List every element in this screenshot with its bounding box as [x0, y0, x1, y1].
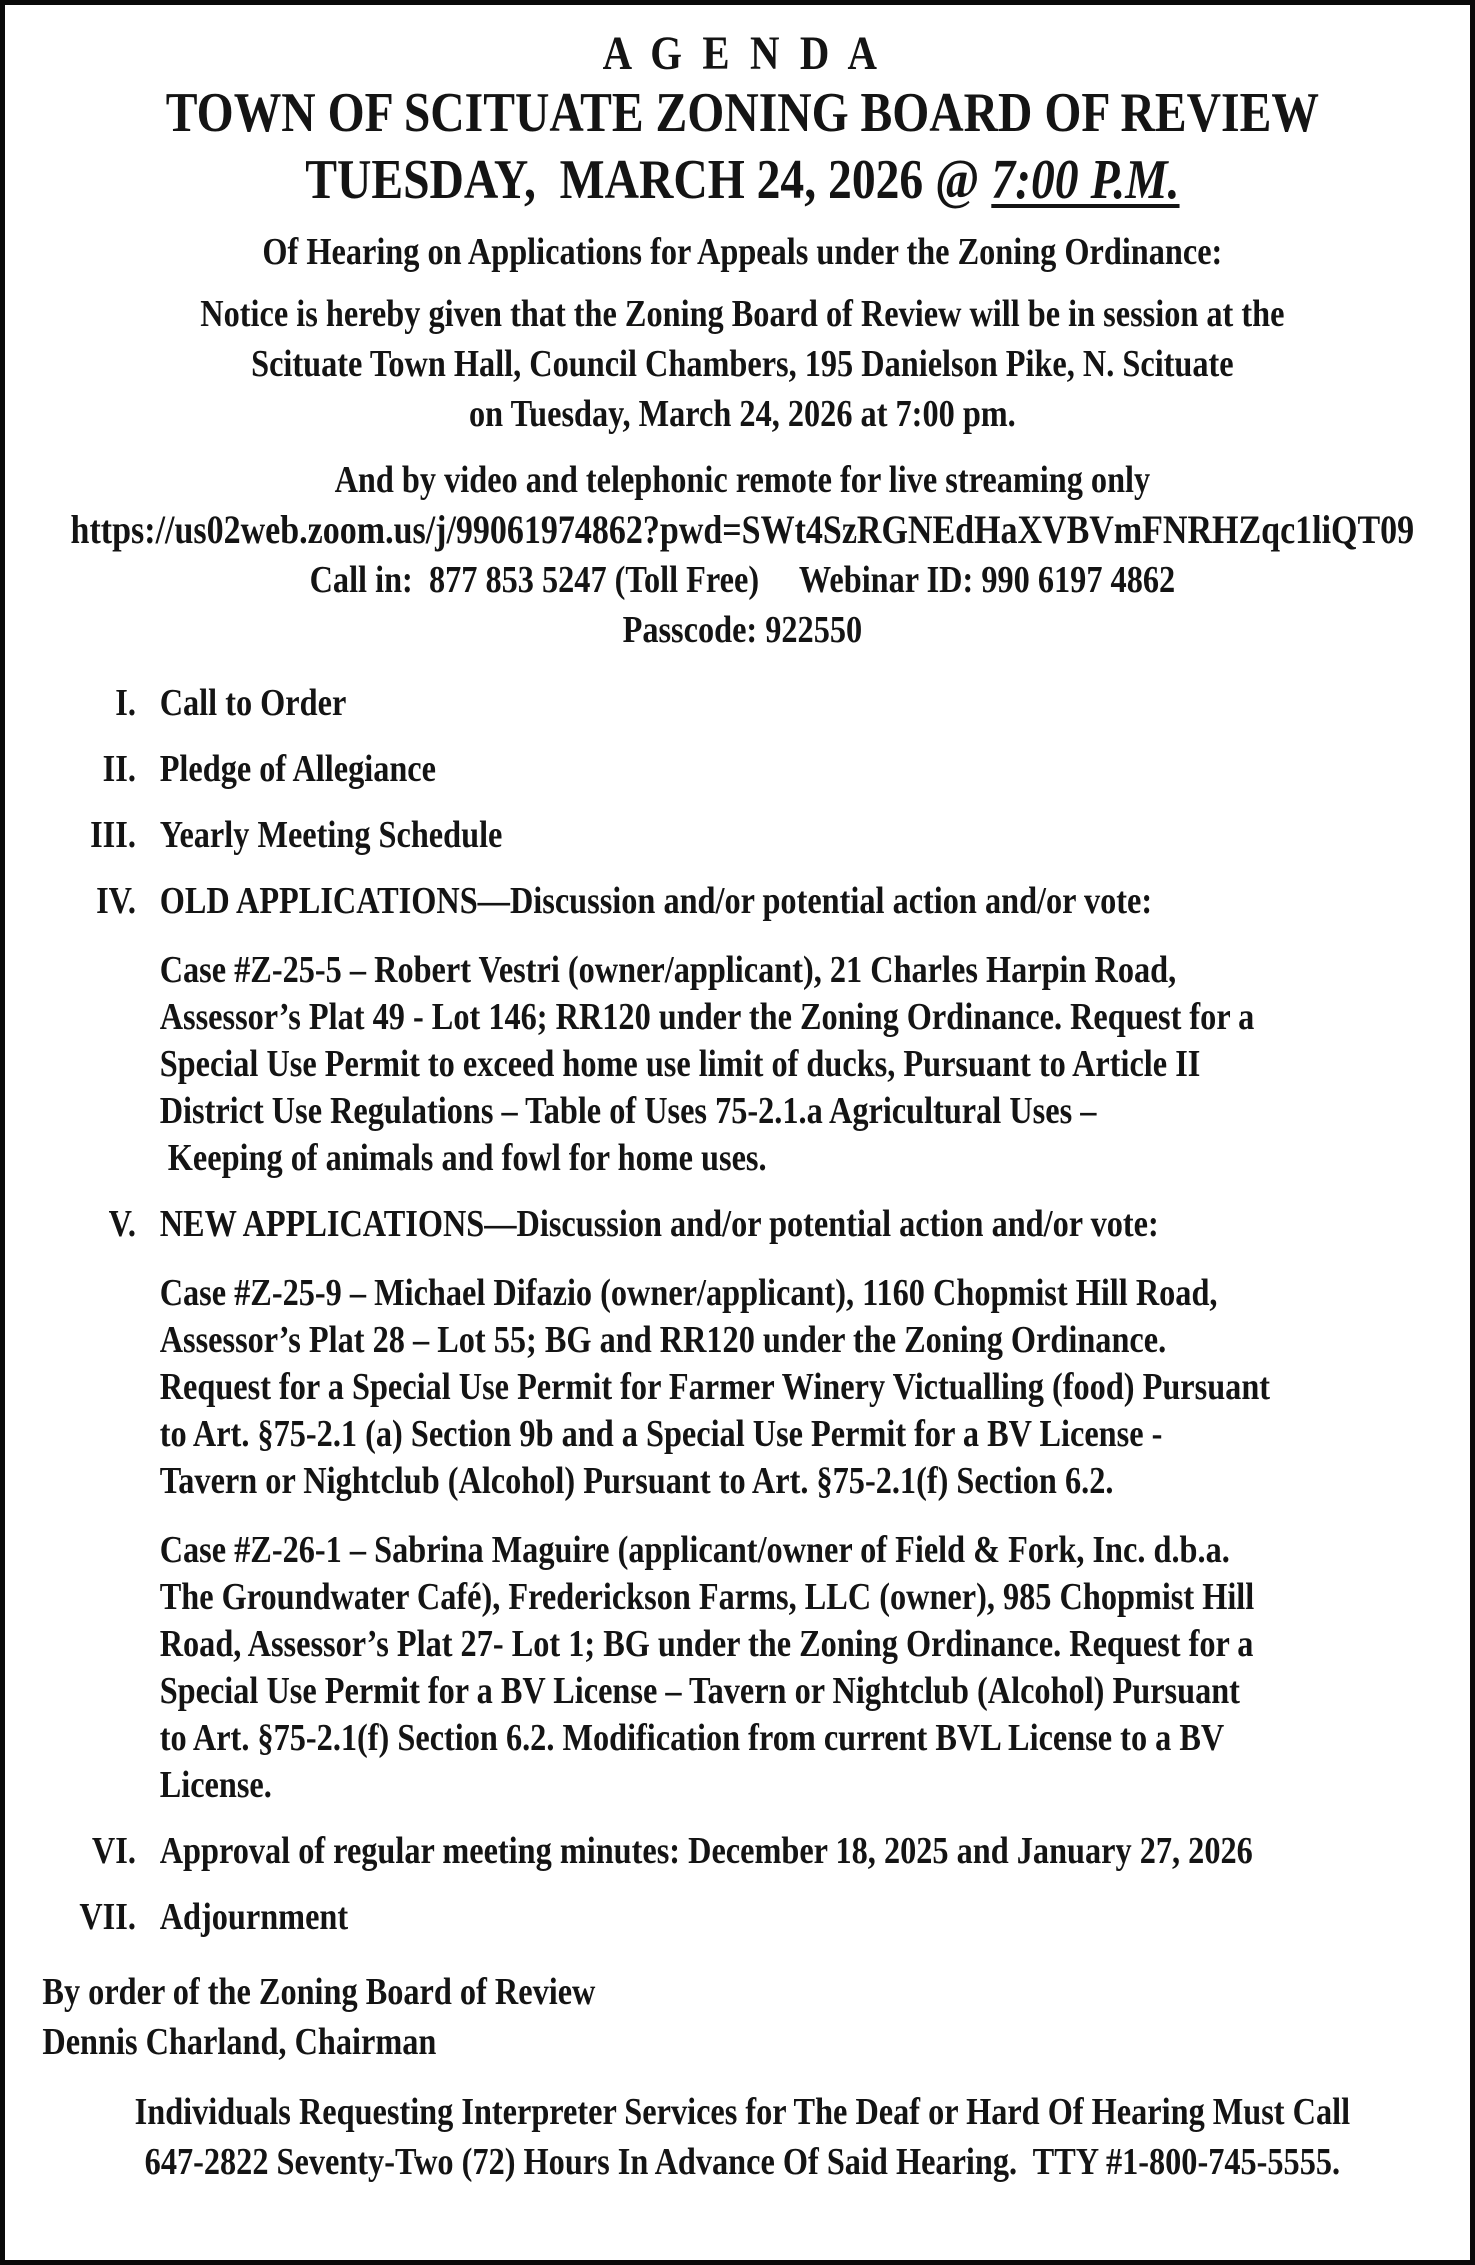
- case-line: License.: [159, 1764, 272, 1806]
- item-numeral: IV.: [96, 880, 136, 922]
- notice-line: on Tuesday, March 24, 2026 at 7:00 pm.: [468, 393, 1016, 435]
- case-line: Case #Z-25-9 – Michael Difazio (owner/applicant), 1160 Chopmist Hill Road,: [159, 1272, 1218, 1314]
- footer-line: 647-2822 Seventy-Two (72) Hours In Advance Of Said Hearing. TTY #1-800-745-5555.: [144, 2141, 1341, 2183]
- agenda-item-pledge: [42, 745, 1442, 793]
- item-numeral: VII.: [79, 1896, 136, 1938]
- passcode: Passcode: 922550: [622, 609, 863, 651]
- agenda-item-list: [42, 679, 1442, 1941]
- item-numeral: III.: [90, 814, 136, 856]
- item-numeral: II.: [102, 748, 136, 790]
- call-in-and-webinar-id: Call in: 877 853 5247 (Toll Free) Webinar ID: 990 6197 4862: [309, 559, 1176, 601]
- case-z-25-5: [160, 947, 1443, 1182]
- item-text: Pledge of Allegiance: [159, 748, 436, 790]
- remote-access-info: [42, 455, 1442, 655]
- org-title: TOWN OF SCITUATE ZONING BOARD OF REVIEW: [165, 82, 1319, 144]
- meeting-datetime: [42, 145, 1442, 215]
- item-text: OLD APPLICATIONS—Discussion and/or potential action and/or vote:: [159, 880, 1153, 922]
- by-order-line: By order of the Zoning Board of Review: [42, 1971, 596, 2013]
- case-line: Road, Assessor’s Plat 27- Lot 1; BG under the Zoning Ordinance. Request for a: [159, 1623, 1254, 1665]
- case-line: Keeping of animals and fowl for home uses.: [159, 1137, 767, 1179]
- item-text: Adjournment: [159, 1896, 349, 1938]
- case-line: Case #Z-25-5 – Robert Vestri (owner/applicant), 21 Charles Harpin Road,: [159, 949, 1177, 991]
- case-line: to Art. §75-2.1 (a) Section 9b and a Special Use Permit for a BV License -: [159, 1413, 1163, 1455]
- case-line: The Groundwater Café), Frederickson Farms, LLC (owner), 985 Chopmist Hill: [159, 1576, 1255, 1618]
- notice-line: Notice is hereby given that the Zoning Board of Review will be in session at the: [200, 293, 1285, 335]
- footer-line: Individuals Requesting Interpreter Services for The Deaf or Hard Of Hearing Must Call: [134, 2091, 1351, 2133]
- meeting-date: TUESDAY, MARCH 24, 2026 @: [305, 149, 992, 211]
- closing-signature: [42, 1967, 1442, 2067]
- interpreter-services-notice: [42, 2087, 1442, 2187]
- agenda-item-old-applications: [42, 877, 1442, 925]
- agenda-item-yearly-schedule: [42, 811, 1442, 859]
- case-line: District Use Regulations – Table of Uses 75-2.1.a Agricultural Uses –: [159, 1090, 1097, 1132]
- chairman-line: Dennis Charland, Chairman: [42, 2021, 437, 2063]
- agenda-item-adjournment: [42, 1893, 1442, 1941]
- case-line: to Art. §75-2.1(f) Section 6.2. Modification from current BVL License to a BV: [159, 1717, 1225, 1759]
- case-line: Case #Z-26-1 – Sabrina Maguire (applicant/owner of Field & Fork, Inc. d.b.a.: [159, 1529, 1230, 1571]
- case-line: Request for a Special Use Permit for Farmer Winery Victualling (food) Pursuant: [159, 1366, 1271, 1408]
- meeting-time: 7:00 P.M.: [991, 149, 1180, 211]
- item-text: NEW APPLICATIONS—Discussion and/or potential action and/or vote:: [159, 1203, 1159, 1245]
- agenda-item-call-to-order: [42, 679, 1442, 727]
- notice-paragraph: [42, 289, 1442, 439]
- remote-intro: And by video and telephonic remote for live streaming only: [334, 459, 1151, 501]
- case-line: Tavern or Nightclub (Alcohol) Pursuant to Art. §75-2.1(f) Section 6.2.: [159, 1460, 1114, 1502]
- case-z-26-1: [160, 1527, 1443, 1809]
- document-content: [5, 5, 1475, 2187]
- zoom-meeting-url: https://us02web.zoom.us/j/99061974862?pwd=SWt4SzRGNEdHaXVBVmFNRHZqc1liQT09: [70, 507, 1415, 552]
- item-text: Yearly Meeting Schedule: [159, 814, 503, 856]
- hearing-subtitle: Of Hearing on Applications for Appeals under the Zoning Ordinance:: [262, 231, 1223, 273]
- notice-line: Scituate Town Hall, Council Chambers, 195 Danielson Pike, N. Scituate: [251, 343, 1234, 385]
- agenda-item-new-applications: [42, 1200, 1442, 1248]
- case-line: Assessor’s Plat 49 - Lot 146; RR120 under the Zoning Ordinance. Request for a: [159, 996, 1255, 1038]
- case-line: Special Use Permit to exceed home use limit of ducks, Pursuant to Article II: [159, 1043, 1201, 1085]
- item-numeral: I.: [115, 682, 136, 724]
- case-line: Assessor’s Plat 28 – Lot 55; BG and RR120 under the Zoning Ordinance.: [159, 1319, 1167, 1361]
- doc-title: A G E N D A: [602, 27, 883, 80]
- item-text: Approval of regular meeting minutes: December 18, 2025 and January 27, 2026: [159, 1830, 1253, 1872]
- case-line: Special Use Permit for a BV License – Tavern or Nightclub (Alcohol) Pursuant: [159, 1670, 1240, 1712]
- agenda-item-minutes-approval: [42, 1827, 1442, 1875]
- item-numeral: V.: [108, 1203, 136, 1245]
- case-z-25-9: [160, 1270, 1443, 1505]
- item-numeral: VI.: [91, 1830, 136, 1872]
- item-text: Call to Order: [159, 682, 347, 724]
